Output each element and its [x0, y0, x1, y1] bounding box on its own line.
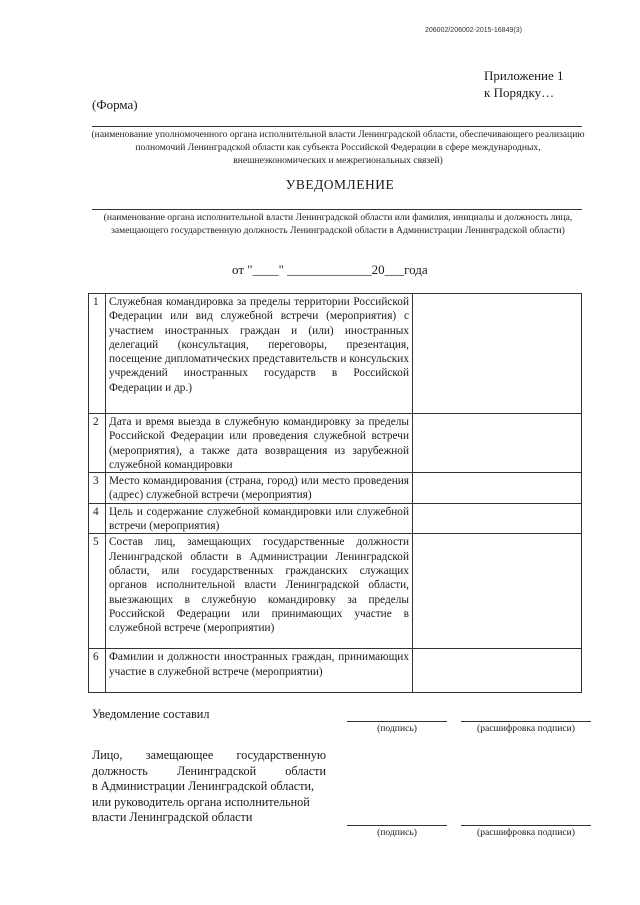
decode-caption-1: (расшифровка подписи): [477, 723, 575, 734]
table-row: [89, 414, 582, 473]
row-number: 6: [89, 649, 106, 693]
row-label: Дата и время выезда в служебную командировку за пределы Российской Федерации или проведения служебной встречи (мероприятия), а также дата возвращения из зарубежной служебной командировки: [106, 414, 413, 473]
row-value-cell[interactable]: [413, 534, 582, 649]
table-row: [89, 503, 582, 534]
row-number: 4: [89, 503, 106, 534]
decode-line-2[interactable]: [461, 825, 591, 826]
official-line: должность Ленинградской области: [92, 763, 326, 778]
row-value-cell[interactable]: [413, 473, 582, 504]
row-value-cell[interactable]: [413, 503, 582, 534]
document-id: 206002/206002-2015-16849(3): [425, 27, 522, 34]
decode-line-1[interactable]: [461, 721, 591, 722]
addressee-caption: (наименование органа исполнительной власти Ленинградской области или фамилия, инициалы и должность лица, замещающего государственную должность Ленинградской области в Администрации Ленинградской области): [103, 212, 573, 236]
signature-caption-1: (подпись): [377, 723, 417, 734]
notification-table: [88, 293, 582, 693]
official-line: власти Ленинградской области: [92, 810, 253, 825]
official-line: Лицо, замещающее государственную: [92, 748, 326, 762]
official-description: [92, 748, 326, 826]
row-label: Место командирования (страна, город) или место проведения (адрес) служебной встречи (мероприятия): [106, 473, 413, 504]
signature-line-2[interactable]: [347, 825, 447, 826]
decode-caption-2: (расшифровка подписи): [477, 827, 575, 838]
organ-caption: (наименование уполномоченного органа исполнительной власти Ленинградской области, обеспечивающего реализацию полномочий Ленинградской области как субъекта Российской Федерации в сфере международных, внешнеэкономических и межрегиональных связей): [91, 129, 585, 166]
table-row: [89, 649, 582, 693]
row-value-cell[interactable]: [413, 649, 582, 693]
table-row: [89, 534, 582, 649]
row-value-cell[interactable]: [413, 414, 582, 473]
compiled-by-label: Уведомление составил: [92, 707, 210, 721]
row-label: Служебная командировка за пределы территории Российской Федерации или вид служебной встречи (мероприятия) с участием иностранных граждан и (или) иностранных делегаций (консультация, переговоры, презентация, посещение дипломатических представительств и консульских учреждений иностранных государств в Российской Федерации и др.): [106, 294, 413, 414]
form-label: (Форма): [92, 97, 138, 112]
row-number: 1: [89, 294, 106, 414]
official-line: в Администрации Ленинградской области,: [92, 779, 315, 794]
signature-line-1[interactable]: [347, 721, 447, 722]
row-label: Состав лиц, замещающих государственные должности Ленинградской области в Администрации Ленинградской области, или государственных гражданских служащих органов исполнительной власти Ленинградской области, выезжающих в служебную командировку за пределы Российской Федерации или принимающих участие в служебной встрече (мероприятии): [106, 534, 413, 649]
addressee-fill-line: [92, 209, 582, 210]
table-row: [89, 294, 582, 414]
row-number: 2: [89, 414, 106, 473]
table-row: [89, 473, 582, 504]
row-value-cell[interactable]: [413, 294, 582, 414]
date-line: от "____" _____________20___года: [232, 262, 428, 277]
document-title: УВЕДОМЛЕНИЕ: [285, 177, 395, 192]
organ-fill-line: [92, 126, 582, 127]
row-number: 3: [89, 473, 106, 504]
row-label: Фамилии и должности иностранных граждан, принимающих участие в служебной встрече (мероприятии): [106, 649, 413, 693]
appendix-note: [484, 67, 564, 101]
appendix-line-2: к Порядку…: [484, 85, 555, 100]
row-number: 5: [89, 534, 106, 649]
appendix-line-1: Приложение 1: [484, 68, 564, 83]
official-line: или руководитель органа исполнительной: [92, 794, 310, 809]
row-label: Цель и содержание служебной командировки или служебной встречи (мероприятия): [106, 503, 413, 534]
signature-caption-2: (подпись): [377, 827, 417, 838]
